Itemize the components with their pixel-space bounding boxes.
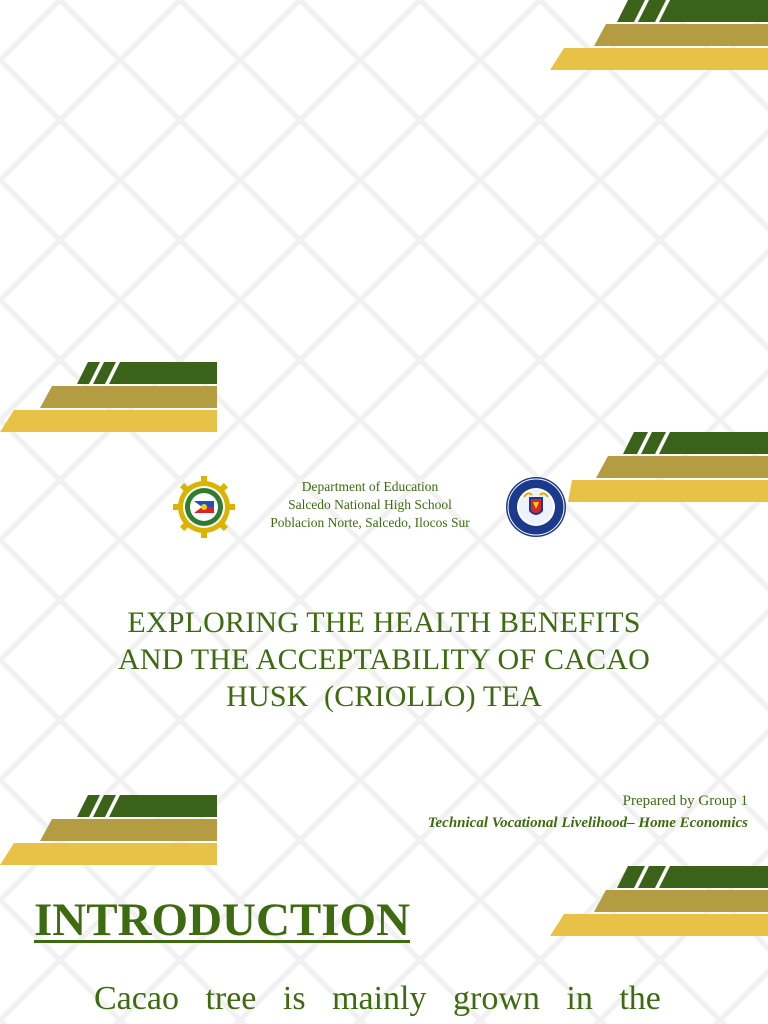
prepared-by: Prepared by Group 1 (622, 793, 748, 809)
research-title (40, 604, 728, 715)
school-name: Salcedo National High School (288, 497, 452, 512)
stripe-group-left-upper (0, 362, 220, 434)
title-line-3: HUSK (CRIOLLO) TEA (226, 680, 542, 713)
title-line-1: EXPLORING THE HEALTH BENEFITS (127, 606, 641, 639)
prepared-by-block (428, 790, 748, 834)
deped-seal-logo (504, 475, 568, 539)
stripe-group-left-lower (0, 795, 220, 867)
introduction-heading: INTRODUCTION (34, 894, 411, 946)
strand-name: Technical Vocational Livelihood– Home Economics (427, 815, 748, 831)
school-seal-logo (172, 475, 236, 539)
introduction-text: Cacao tree is mainly grown in the (94, 980, 661, 1017)
stripe-group-top-right (548, 0, 768, 72)
department-name: Department of Education (301, 479, 439, 494)
stripe-group-right-middle (568, 432, 768, 504)
title-line-2: AND THE ACCEPTABILITY OF CACAO (118, 643, 650, 676)
stripe-group-right-lower (548, 866, 768, 938)
school-header (240, 478, 500, 532)
school-address: Poblacion Norte, Salcedo, Ilocos Sur (270, 515, 470, 530)
